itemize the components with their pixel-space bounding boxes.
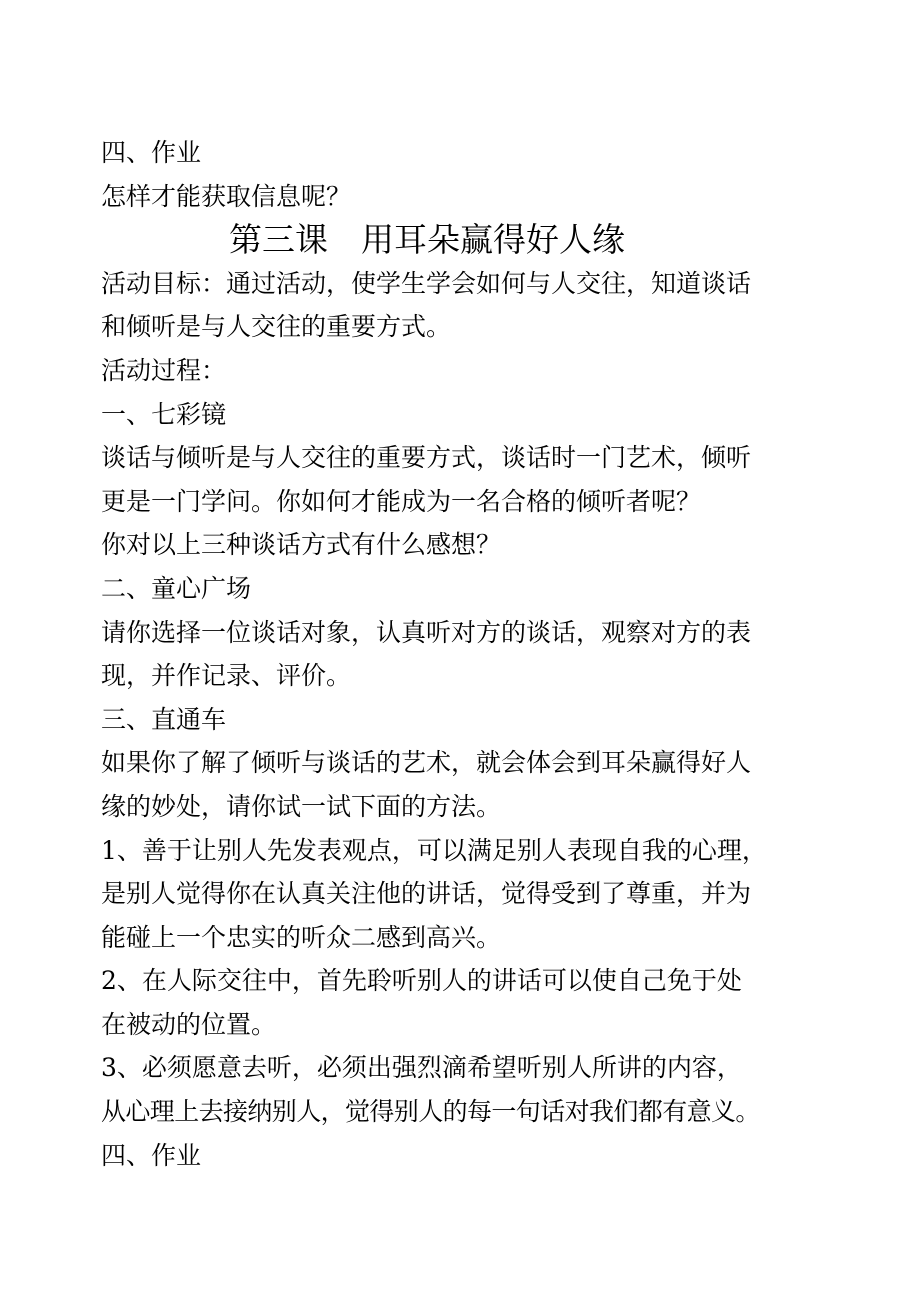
paragraph-line: 缘的妙处，请你试一试下面的方法。 (101, 791, 502, 821)
list-item-line: 2、在人际交往中，首先聆听别人的讲话可以使自己免于处 (101, 966, 742, 996)
section-heading: 三、直通车 (101, 704, 227, 734)
paragraph-line: 活动目标：通过活动，使学生学会如何与人交往，知道谈话 (101, 268, 752, 298)
section-label: 活动过程： (101, 355, 227, 385)
list-item-line: 能碰上一个忠实的听众二感到高兴。 (101, 922, 502, 952)
paragraph-line: 现，并作记录、评价。 (101, 661, 352, 691)
section-heading: 一、七彩镜 (101, 399, 227, 429)
paragraph-line: 如果你了解了倾听与谈话的艺术，就会体会到耳朵赢得好人 (101, 748, 752, 778)
paragraph-line: 谈话与倾听是与人交往的重要方式，谈话时一门艺术，倾听 (101, 443, 752, 473)
section-heading: 二、童心广场 (101, 573, 252, 603)
paragraph-line: 和倾听是与人交往的重要方式。 (101, 312, 452, 342)
paragraph-line: 更是一门学问。你如何才能成为一名合格的倾听者呢？ (101, 486, 702, 516)
document-page (101, 131, 831, 1177)
homework-question: 怎样才能获取信息呢？ (101, 181, 352, 211)
paragraph-line: 请你选择一位谈话对象，认真听对方的谈话，观察对方的表 (101, 617, 752, 647)
section-heading-homework: 四、作业 (101, 1140, 202, 1170)
list-item-line: 在被动的位置。 (101, 1009, 277, 1039)
paragraph-line: 你对以上三种谈话方式有什么感想？ (101, 530, 502, 560)
list-item-line: 从心理上去接纳别人，觉得别人的每一句话对我们都有意义。 (101, 1097, 760, 1127)
list-item-line: 3、必须愿意去听，必须出强烈滴希望听别人所讲的内容， (101, 1053, 742, 1083)
lesson-title: 第三课 用耳朵赢得好人缘 (229, 220, 625, 260)
list-item-line: 是别人觉得你在认真关注他的讲话，觉得受到了尊重，并为 (101, 879, 752, 909)
list-item-line: 1、善于让别人先发表观点，可以满足别人表现自我的心理， (101, 835, 767, 865)
section-heading-homework: 四、作业 (101, 138, 202, 167)
